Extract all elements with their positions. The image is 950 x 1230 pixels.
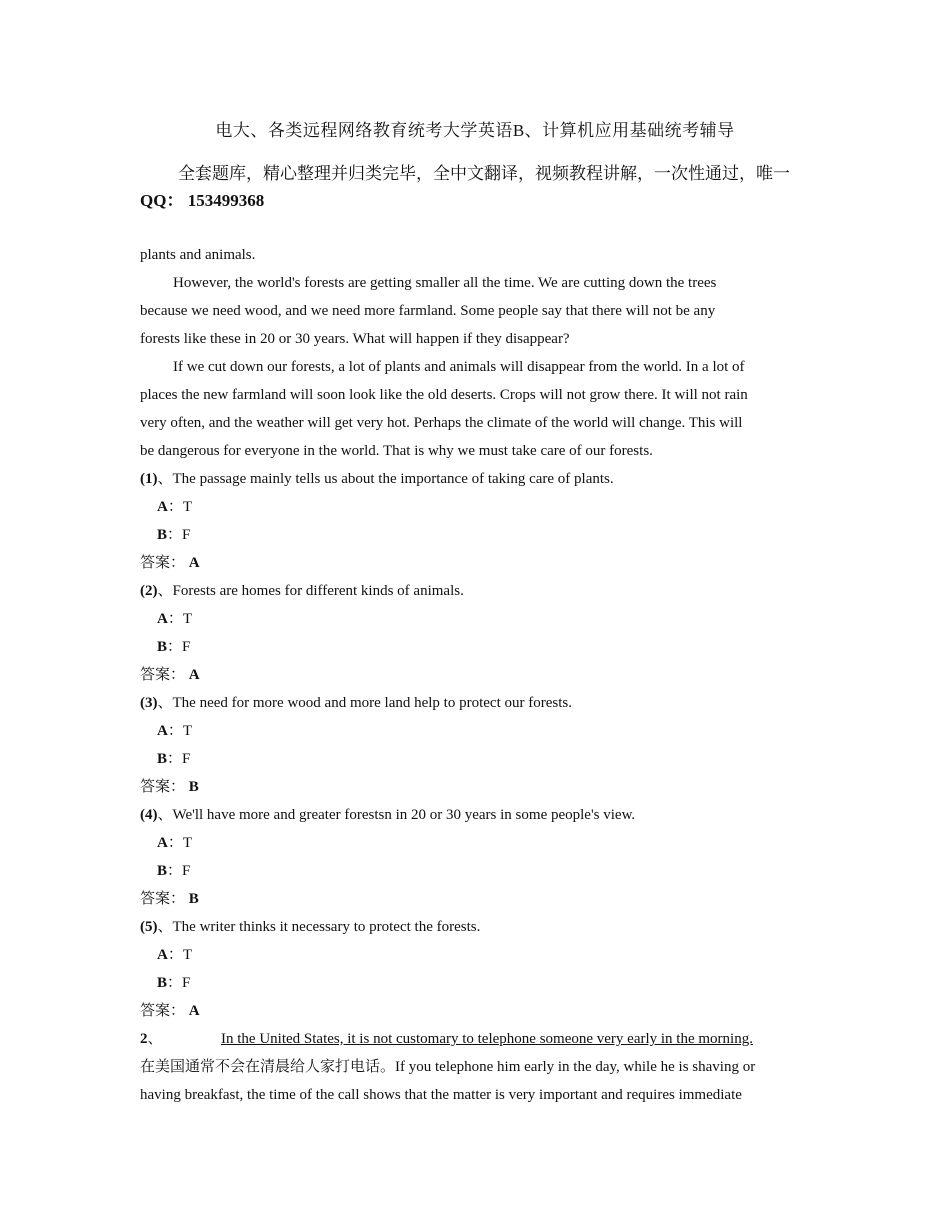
- option-label: A: [157, 835, 168, 851]
- answer-value: A: [188, 667, 200, 683]
- question-2: [140, 577, 812, 605]
- option-label: B: [157, 639, 168, 655]
- option-text: ：T: [167, 611, 193, 627]
- option-b: [140, 633, 812, 661]
- question-separator: 、: [157, 695, 173, 711]
- answer-line: [140, 661, 812, 689]
- question-number: (2): [140, 583, 158, 599]
- passage-line: having breakfast, the time of the call shows that the matter is very important and requires immediate: [140, 1087, 742, 1103]
- option-b: [140, 521, 812, 549]
- option-label: A: [157, 499, 168, 515]
- option-text: ：T: [167, 947, 193, 963]
- passage-line: be dangerous for everyone in the world. That is why we must take care of our forests.: [140, 443, 653, 459]
- question-text: The need for more wood and more land help to protect our forests.: [172, 695, 572, 711]
- passage-line: If we cut down our forests, a lot of plants and animals will disappear from the world. In a lot of: [173, 359, 745, 375]
- question-text: The passage mainly tells us about the importance of taking care of plants.: [172, 471, 614, 487]
- section-2-heading: [140, 1025, 812, 1053]
- question-separator: 、: [157, 471, 173, 487]
- question-1: [140, 465, 812, 493]
- question-separator: 、: [157, 807, 173, 823]
- passage-line: very often, and the weather will get very hot. Perhaps the climate of the world will change. This will: [140, 415, 743, 431]
- question-text: We'll have more and greater forestsn in 20 or 30 years in some people's view.: [172, 807, 636, 823]
- option-label: A: [157, 723, 168, 739]
- question-text: The writer thinks it necessary to protect the forests.: [172, 919, 481, 935]
- question-3: [140, 689, 812, 717]
- answer-line: [140, 773, 812, 801]
- question-text: Forests are homes for different kinds of animals.: [172, 583, 464, 599]
- answer-value: B: [188, 779, 199, 795]
- option-text: ：T: [167, 835, 193, 851]
- passage-line: forests like these in 20 or 30 years. What will happen if they disappear?: [140, 331, 570, 347]
- answer-line: [140, 997, 812, 1025]
- option-text: ：F: [167, 863, 191, 879]
- option-b: [140, 857, 812, 885]
- passage-line: plants and animals.: [140, 247, 256, 263]
- answer-label: 答案：: [140, 1003, 186, 1019]
- qq-label: QQ：: [140, 191, 184, 210]
- option-b: [140, 969, 812, 997]
- option-b: [140, 745, 812, 773]
- section-separator: 、: [147, 1031, 163, 1047]
- passage-line: places the new farmland will soon look like the old deserts. Crops will not grow there. It will not rain: [140, 387, 748, 403]
- document-body: [140, 241, 812, 1109]
- option-text: ：F: [167, 527, 191, 543]
- answer-value: A: [188, 555, 200, 571]
- passage-line: However, the world's forests are getting smaller all the time. We are cutting down the trees: [173, 275, 717, 291]
- question-number: (3): [140, 695, 158, 711]
- header-promo: [140, 160, 812, 214]
- question-separator: 、: [157, 583, 173, 599]
- promo-text: 全套题库，精心整理并归类完毕，全中文翻译，视频教程讲解，一次性通过，唯一: [178, 164, 790, 183]
- option-label: B: [157, 975, 168, 991]
- option-a: [140, 717, 812, 745]
- option-text: ：T: [167, 723, 193, 739]
- option-label: B: [157, 863, 168, 879]
- passage-line: because we need wood, and we need more farmland. Some people say that there will not be any: [140, 303, 716, 319]
- passage-line: 在美国通常不会在清晨给人家打电话。If you telephone him early in the day, while he is shaving or: [140, 1059, 756, 1075]
- option-label: A: [157, 611, 168, 627]
- option-text: ：F: [167, 751, 191, 767]
- section-number-wrap: [140, 1025, 221, 1053]
- option-label: B: [157, 751, 168, 767]
- answer-line: [140, 549, 812, 577]
- option-text: ：F: [167, 975, 191, 991]
- answer-value: B: [188, 891, 199, 907]
- option-text: ：F: [167, 639, 191, 655]
- option-text: ：T: [167, 499, 193, 515]
- section-number: 2: [140, 1031, 148, 1047]
- answer-label: 答案：: [140, 667, 186, 683]
- option-a: [140, 829, 812, 857]
- option-a: [140, 605, 812, 633]
- question-number: (4): [140, 807, 158, 823]
- option-a: [140, 493, 812, 521]
- question-separator: 、: [157, 919, 173, 935]
- question-5: [140, 913, 812, 941]
- section-2-underlined-sentence: In the United States, it is not customary to telephone someone very early in the morning.: [221, 1031, 753, 1047]
- option-label: A: [157, 947, 168, 963]
- answer-label: 答案：: [140, 891, 186, 907]
- question-number: (1): [140, 471, 158, 487]
- header-title: 电大、各类远程网络教育统考大学英语B、计算机应用基础统考辅导: [215, 121, 735, 140]
- answer-label: 答案：: [140, 779, 186, 795]
- answer-value: A: [188, 1003, 200, 1019]
- option-label: B: [157, 527, 168, 543]
- question-4: [140, 801, 812, 829]
- answer-line: [140, 885, 812, 913]
- question-number: (5): [140, 919, 158, 935]
- answer-label: 答案：: [140, 555, 186, 571]
- qq-number: 153499368: [187, 191, 265, 210]
- option-a: [140, 941, 812, 969]
